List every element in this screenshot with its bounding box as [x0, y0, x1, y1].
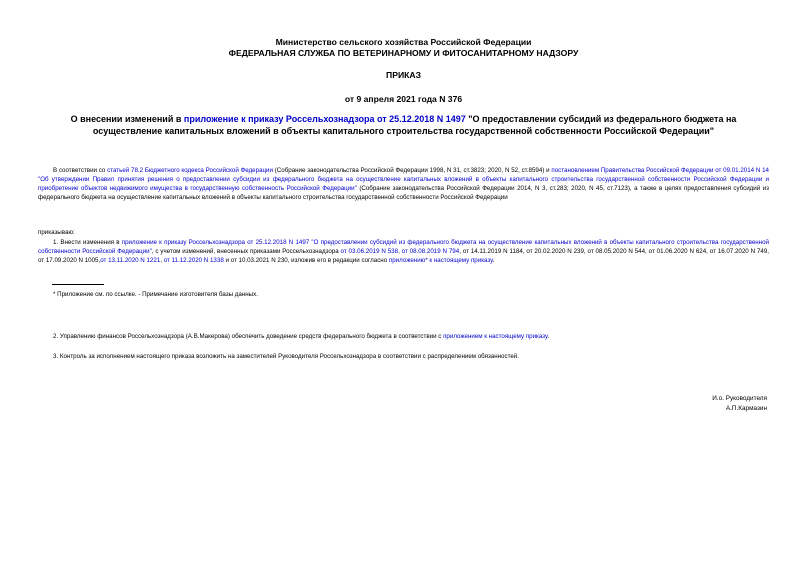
budget-code-link[interactable]: статьей 78.2 Бюджетного кодекса Российской Федерации: [107, 167, 273, 174]
government-resolution-link[interactable]: постановлением Правительства Российской Федерации от 09.01.2014 N 14 "Об утверждении Правил принятия решения о предоставлении субсидии из федерального бюджета на осуществление капитальных вложений в объекты капитального строительства государственной собственности Российской Федерации и приобретение объектов недвижимого имущества в государственную собственность Российской Федерации": [38, 167, 769, 193]
document-date-number: от 9 апреля 2021 года N 376: [344, 94, 463, 104]
item2-text-2: .: [547, 333, 550, 340]
order-word: приказываю:: [38, 229, 75, 236]
order-item-1: [38, 238, 769, 265]
order-538-link[interactable]: от 03.06.2019 N 538: [340, 248, 399, 256]
item1-text-3: ,: [398, 248, 402, 256]
document-title: [36, 114, 771, 137]
signature-block: [712, 394, 767, 413]
order-item-2: [38, 332, 769, 341]
order-1338-link[interactable]: от 11.12.2020 N 1338: [163, 257, 224, 265]
footnote-separator: [52, 284, 104, 285]
item2-text-1: 2. Управлению финансов Россельхознадзора (А.В.Макерова) обеспечить доведение средств федерального бюджета в соответствии с: [53, 333, 444, 340]
document-type: ПРИКАЗ: [386, 70, 421, 80]
ministry-name: Министерство сельского хозяйства Российской Федерации: [275, 37, 532, 47]
title-link[interactable]: приложение к приказу Россельхознадзора от 25.12.2018 N 1497: [183, 114, 466, 124]
preamble-text-3: (Собрание законодательства Российской Федерации 2014, N 3, ст.283; 2020, N 45, ст.7123), а также в целях предоставления субсидий из федерального бюджета на осуществление капитальных вложений в объекты капитального строительства государственной собственности Российской Федерации: [38, 185, 769, 202]
document-header: [0, 37, 807, 105]
appendix-link-2[interactable]: приложением к настоящему приказу: [443, 333, 548, 340]
item1-text-4: , от 14.11.2019 N 1184, от 20.02.2020 N 239, от 08.05.2020 N 544, от 01.06.2020 N 624, от 16.07.2020 N 749, от 17.09.2020 N 1005,: [38, 248, 769, 265]
appendix-link[interactable]: приложению* к настоящему приказу: [388, 257, 493, 265]
footnote: * Приложение см. по ссылке. - Примечание изготовителя базы данных.: [53, 291, 258, 298]
preamble-text-2: (Собрание законодательства Российской Федерации 1998, N 31, ст.3823; 2020, N 52, ст.8594) и: [272, 167, 552, 174]
item1-text-7: .: [492, 257, 495, 265]
title-suffix: "О предоставлении субсидий из федерального бюджета на осуществление капитальных вложений в объекты капитального строительства государственной собственности Российской Федерации": [92, 114, 737, 136]
item1-text-2: , с учетом изменений, внесенных приказами Россельхознадзора: [151, 248, 341, 256]
order-794-link[interactable]: от 08.08.2019 N 794: [401, 248, 460, 256]
signatory-position: И.о. Руководителя: [712, 395, 767, 402]
appendix-order-link[interactable]: приложение к приказу Россельхознадзора от 25.12.2018 N 1497 "О предоставлении субсидий из федерального бюджета на осуществление капитальных вложений в объекты капитального строительства государственной собственности Российской Федерации": [38, 239, 769, 256]
item1-text-5: ,: [160, 257, 164, 265]
title-prefix: О внесении изменений в: [70, 114, 184, 124]
preamble-paragraph: [38, 166, 769, 202]
signatory-name: А.П.Кармазин: [725, 404, 767, 412]
item1-text-6: и от 10.03.2021 N 230, изложив его в редакции согласно: [223, 257, 389, 265]
order-item-3: 3. Контроль за исполнением настоящего приказа возложить на заместителей Руководителя Россельхознадзора в соответствии с распределением обязанностей.: [53, 353, 519, 360]
preamble-text-1: В соответствии со: [53, 167, 108, 174]
order-1221-link[interactable]: от 13.11.2020 N 1221: [100, 257, 161, 265]
item1-text-1: 1. Внести изменения в: [53, 239, 122, 246]
service-name: ФЕДЕРАЛЬНАЯ СЛУЖБА ПО ВЕТЕРИНАРНОМУ И ФИТОСАНИТАРНОМУ НАДЗОРУ: [228, 48, 579, 58]
